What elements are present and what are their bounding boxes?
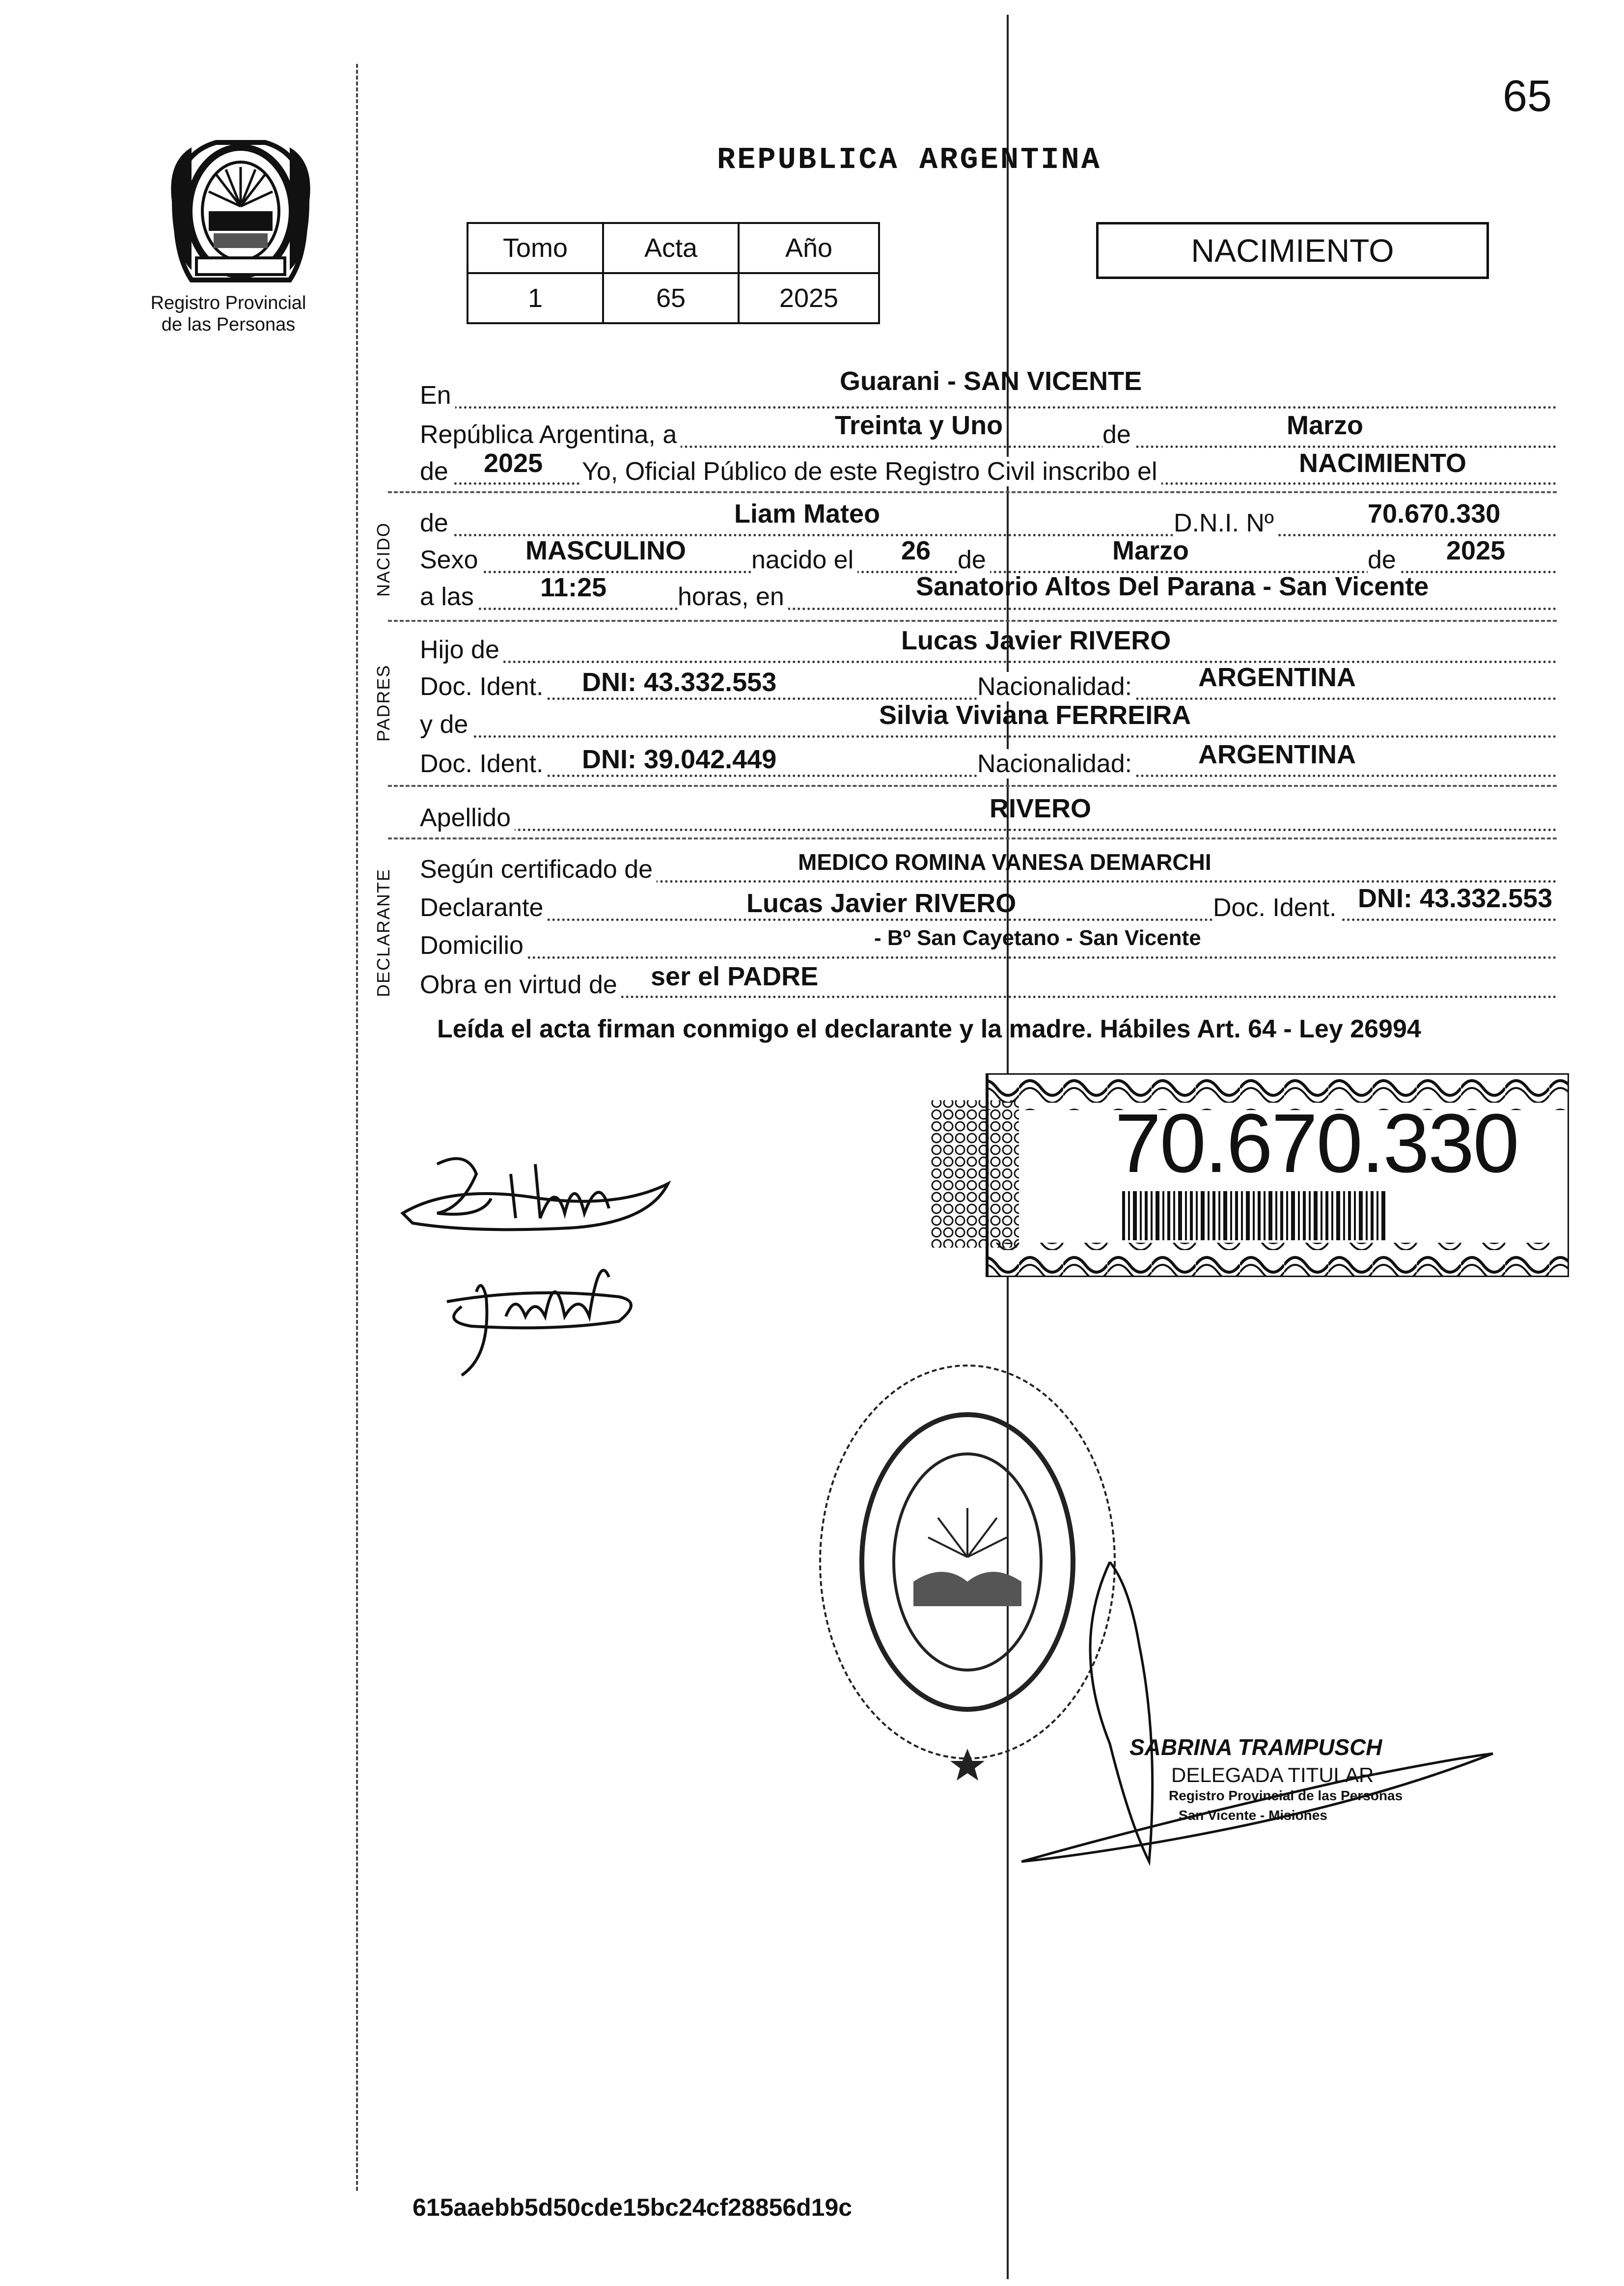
signatory-org-line-2: San Vicente - Misiones bbox=[1179, 1808, 1327, 1823]
obra-value: ser el PADRE bbox=[651, 962, 819, 991]
signatory-role: DELEGADA TITULAR bbox=[1171, 1763, 1374, 1786]
de-label: de bbox=[1102, 420, 1135, 449]
alas-label: a las bbox=[420, 582, 478, 612]
apellido-label: Apellido bbox=[420, 803, 515, 833]
logo-caption bbox=[130, 292, 327, 335]
registry-header-acta: Acta bbox=[603, 223, 739, 273]
row-oficial bbox=[420, 448, 1557, 491]
de-label-2: de bbox=[958, 545, 990, 575]
month-value: Marzo bbox=[1287, 411, 1364, 440]
closing-statement: Leída el acta firman conmigo el declarante y la madre. Hábiles Art. 64 - Ley 26994 bbox=[437, 1015, 1421, 1043]
de2-label: de bbox=[420, 457, 452, 486]
row-padre bbox=[420, 626, 1557, 669]
row-madre-doc bbox=[420, 740, 1557, 783]
mother-doc-label: Doc. Ident. bbox=[420, 749, 547, 779]
document-hash: 615aaebb5d50cde15bc24cf28856d19c bbox=[413, 2194, 853, 2221]
section-padres-label: PADRES bbox=[373, 664, 393, 742]
nacido-el-label: nacido el bbox=[751, 545, 857, 575]
mother-name: Silvia Viviana FERREIRA bbox=[879, 700, 1191, 730]
republica-label: República Argentina, a bbox=[420, 420, 681, 449]
en-label: En bbox=[420, 381, 455, 410]
row-nacido-hora bbox=[420, 572, 1557, 616]
horas-label: horas, en bbox=[678, 582, 788, 612]
province-crest-icon bbox=[162, 133, 319, 290]
registry-value-ano: 2025 bbox=[739, 273, 879, 323]
father-nationality: ARGENTINA bbox=[1198, 663, 1356, 692]
father-doc-label: Doc. Ident. bbox=[420, 672, 547, 701]
birth-month: Marzo bbox=[1112, 536, 1189, 565]
declarante-label: Declarante bbox=[420, 893, 547, 922]
child-name: Liam Mateo bbox=[734, 499, 881, 529]
hijo-de-label: Hijo de bbox=[420, 635, 503, 665]
dni-label: D.N.I. Nº bbox=[1174, 508, 1278, 538]
apellido-value: RIVERO bbox=[990, 794, 1092, 823]
row-domicilio bbox=[420, 926, 1557, 965]
page-number: 65 bbox=[1503, 72, 1552, 121]
row-declarante bbox=[420, 884, 1557, 927]
registry-value-acta: 65 bbox=[603, 273, 739, 323]
obra-label: Obra en virtud de bbox=[420, 970, 621, 1000]
declarant-signature bbox=[393, 1144, 688, 1253]
declarante-value: Lucas Javier RIVERO bbox=[746, 889, 1017, 918]
registry-header-row bbox=[468, 223, 879, 273]
separator-3 bbox=[388, 785, 1557, 787]
birth-year: 2025 bbox=[1446, 536, 1506, 565]
row-apellido bbox=[420, 794, 1557, 837]
act-value: NACIMIENTO bbox=[1299, 448, 1467, 478]
domicilio-label: Domicilio bbox=[420, 931, 527, 960]
registry-value-row bbox=[468, 273, 879, 323]
registry-value-tomo: 1 bbox=[468, 273, 603, 323]
stamp-number: 70.670.330 bbox=[1115, 1097, 1518, 1190]
registry-header-ano: Año bbox=[739, 223, 879, 273]
segun-label: Según certificado de bbox=[420, 855, 657, 884]
segun-value: MEDICO ROMINA VANESA DEMARCHI bbox=[798, 849, 1211, 875]
row-obra bbox=[420, 962, 1557, 1004]
row-madre bbox=[420, 700, 1557, 744]
registry-table bbox=[467, 222, 880, 324]
year-value: 2025 bbox=[484, 448, 543, 478]
birth-day: 26 bbox=[901, 536, 931, 565]
act-type-box: NACIMIENTO bbox=[1096, 222, 1489, 279]
oficial-text: Yo, Oficial Público de este Registro Civil inscribo el bbox=[582, 457, 1161, 486]
mother-signature bbox=[432, 1248, 658, 1385]
logo-caption-line-1: Registro Provincial bbox=[150, 293, 306, 313]
father-doc: DNI: 43.332.553 bbox=[582, 668, 777, 697]
domicilio-value: - Bº San Cayetano - San Vicente bbox=[874, 926, 1201, 950]
logo-caption-line-2: de las Personas bbox=[161, 314, 296, 335]
sexo-label: Sexo bbox=[420, 545, 482, 575]
country-title: REPUBLICA ARGENTINA bbox=[717, 142, 1101, 177]
separator-4 bbox=[388, 837, 1557, 839]
declarante-doc-label: Doc. Ident. bbox=[1213, 893, 1340, 922]
sexo-value: MASCULINO bbox=[525, 536, 686, 565]
signatory-org-line-1: Registro Provincial de las Personas bbox=[1169, 1788, 1403, 1803]
section-declarante-label: DECLARANTE bbox=[373, 868, 393, 997]
separator-1 bbox=[388, 491, 1557, 493]
en-value: Guarani - SAN VICENTE bbox=[840, 366, 1142, 396]
left-margin-line bbox=[356, 64, 358, 2191]
day-value: Treinta y Uno bbox=[835, 411, 1003, 440]
section-nacido-label: NACIDO bbox=[373, 522, 393, 597]
mother-nationality: ARGENTINA bbox=[1198, 740, 1356, 769]
de-label-3: de bbox=[1368, 545, 1400, 575]
y-de-label: y de bbox=[420, 710, 472, 739]
mother-nat-label: Nacionalidad: bbox=[977, 749, 1136, 779]
child-dni: 70.670.330 bbox=[1368, 499, 1501, 529]
registry-header-tomo: Tomo bbox=[468, 223, 603, 273]
declarante-doc: DNI: 43.332.553 bbox=[1358, 884, 1553, 913]
separator-2 bbox=[388, 620, 1557, 622]
father-name: Lucas Javier RIVERO bbox=[901, 626, 1171, 655]
father-nat-label: Nacionalidad: bbox=[977, 672, 1136, 701]
nacido-de-label: de bbox=[420, 508, 452, 538]
mother-doc: DNI: 39.042.449 bbox=[582, 745, 777, 774]
signatory-name: SABRINA TRAMPUSCH bbox=[1129, 1734, 1382, 1760]
birth-place: Sanatorio Altos Del Parana - San Vicente bbox=[916, 572, 1429, 601]
birth-time: 11:25 bbox=[540, 573, 607, 602]
